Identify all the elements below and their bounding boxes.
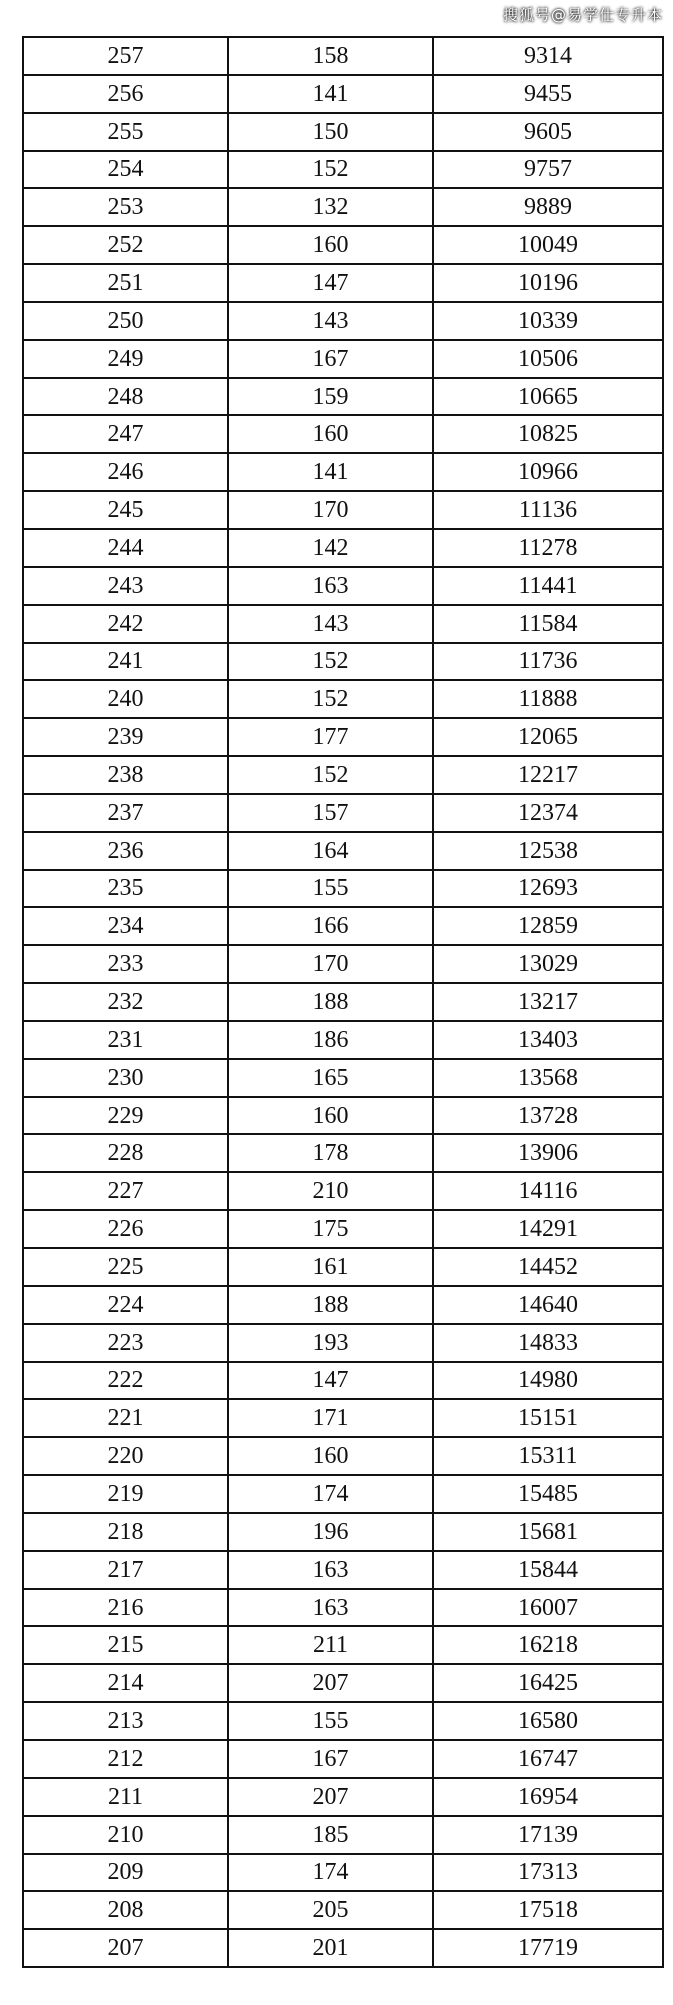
- table-row: [23, 1134, 663, 1172]
- cumulative-cell: 17313: [433, 1854, 663, 1892]
- count-cell: 186: [228, 1021, 433, 1059]
- table-row: [23, 226, 663, 264]
- count-cell: 188: [228, 1286, 433, 1324]
- cumulative-cell: 14291: [433, 1210, 663, 1248]
- cumulative-cell: 10825: [433, 415, 663, 453]
- count-cell: 171: [228, 1399, 433, 1437]
- score-cell: 238: [23, 756, 228, 794]
- table-row: [23, 1891, 663, 1929]
- score-cell: 225: [23, 1248, 228, 1286]
- count-cell: 141: [228, 75, 433, 113]
- count-cell: 185: [228, 1816, 433, 1854]
- cumulative-cell: 14640: [433, 1286, 663, 1324]
- count-cell: 147: [228, 1362, 433, 1400]
- table-row: [23, 151, 663, 189]
- score-cell: 226: [23, 1210, 228, 1248]
- score-cell: 209: [23, 1854, 228, 1892]
- score-cell: 215: [23, 1626, 228, 1664]
- cumulative-cell: 13568: [433, 1059, 663, 1097]
- count-cell: 170: [228, 945, 433, 983]
- table-row: [23, 37, 663, 75]
- count-cell: 132: [228, 188, 433, 226]
- table-row: [23, 983, 663, 1021]
- table-row: [23, 1513, 663, 1551]
- count-cell: 211: [228, 1626, 433, 1664]
- table-row: [23, 75, 663, 113]
- table-row: [23, 188, 663, 226]
- score-cell: 221: [23, 1399, 228, 1437]
- cumulative-cell: 13728: [433, 1097, 663, 1135]
- watermark-text: 搜狐号@易学仕专升本: [502, 6, 663, 24]
- score-cell: 229: [23, 1097, 228, 1135]
- count-cell: 196: [228, 1513, 433, 1551]
- score-cell: 220: [23, 1437, 228, 1475]
- score-cell: 252: [23, 226, 228, 264]
- score-cell: 214: [23, 1664, 228, 1702]
- score-cell: 213: [23, 1702, 228, 1740]
- cumulative-cell: 12065: [433, 718, 663, 756]
- cumulative-cell: 11441: [433, 567, 663, 605]
- table-row: [23, 1021, 663, 1059]
- cumulative-cell: 16580: [433, 1702, 663, 1740]
- table-row: [23, 1740, 663, 1778]
- count-cell: 166: [228, 907, 433, 945]
- score-cell: 254: [23, 151, 228, 189]
- table-row: [23, 1059, 663, 1097]
- table-row: [23, 1399, 663, 1437]
- count-cell: 143: [228, 302, 433, 340]
- cumulative-cell: 17518: [433, 1891, 663, 1929]
- score-cell: 232: [23, 983, 228, 1021]
- table-row: [23, 1854, 663, 1892]
- cumulative-cell: 10339: [433, 302, 663, 340]
- cumulative-cell: 12693: [433, 870, 663, 908]
- count-cell: 158: [228, 37, 433, 75]
- table-row: [23, 1929, 663, 1967]
- count-cell: 152: [228, 680, 433, 718]
- count-cell: 141: [228, 453, 433, 491]
- table-row: [23, 1778, 663, 1816]
- table-row: [23, 907, 663, 945]
- score-cell: 242: [23, 605, 228, 643]
- count-cell: 165: [228, 1059, 433, 1097]
- count-cell: 155: [228, 1702, 433, 1740]
- score-cell: 251: [23, 264, 228, 302]
- score-cell: 227: [23, 1172, 228, 1210]
- count-cell: 174: [228, 1854, 433, 1892]
- count-cell: 170: [228, 491, 433, 529]
- table-row: [23, 945, 663, 983]
- cumulative-cell: 9889: [433, 188, 663, 226]
- cumulative-cell: 12217: [433, 756, 663, 794]
- table-row: [23, 1172, 663, 1210]
- score-cell: 228: [23, 1134, 228, 1172]
- cumulative-cell: 15485: [433, 1475, 663, 1513]
- score-cell: 244: [23, 529, 228, 567]
- table-row: [23, 1362, 663, 1400]
- score-cell: 239: [23, 718, 228, 756]
- table-row: [23, 605, 663, 643]
- score-table: [22, 36, 664, 1968]
- score-cell: 250: [23, 302, 228, 340]
- cumulative-cell: 15681: [433, 1513, 663, 1551]
- count-cell: 210: [228, 1172, 433, 1210]
- cumulative-cell: 14452: [433, 1248, 663, 1286]
- table-row: [23, 302, 663, 340]
- count-cell: 163: [228, 1589, 433, 1627]
- cumulative-cell: 16747: [433, 1740, 663, 1778]
- score-cell: 230: [23, 1059, 228, 1097]
- table-row: [23, 870, 663, 908]
- table-row: [23, 1097, 663, 1135]
- score-cell: 216: [23, 1589, 228, 1627]
- count-cell: 147: [228, 264, 433, 302]
- score-cell: 246: [23, 453, 228, 491]
- table-row: [23, 340, 663, 378]
- count-cell: 152: [228, 756, 433, 794]
- table-row: [23, 378, 663, 416]
- cumulative-cell: 14833: [433, 1324, 663, 1362]
- score-cell: 207: [23, 1929, 228, 1967]
- cumulative-cell: 15844: [433, 1551, 663, 1589]
- score-cell: 237: [23, 794, 228, 832]
- cumulative-cell: 16425: [433, 1664, 663, 1702]
- count-cell: 160: [228, 415, 433, 453]
- table-row: [23, 415, 663, 453]
- count-cell: 205: [228, 1891, 433, 1929]
- cumulative-cell: 12374: [433, 794, 663, 832]
- table-row: [23, 1248, 663, 1286]
- table-row: [23, 113, 663, 151]
- count-cell: 143: [228, 605, 433, 643]
- count-cell: 160: [228, 1097, 433, 1135]
- cumulative-cell: 13029: [433, 945, 663, 983]
- cumulative-cell: 9757: [433, 151, 663, 189]
- count-cell: 163: [228, 567, 433, 605]
- score-cell: 235: [23, 870, 228, 908]
- score-cell: 249: [23, 340, 228, 378]
- cumulative-cell: 13403: [433, 1021, 663, 1059]
- score-cell: 231: [23, 1021, 228, 1059]
- cumulative-cell: 15151: [433, 1399, 663, 1437]
- cumulative-cell: 9314: [433, 37, 663, 75]
- score-cell: 245: [23, 491, 228, 529]
- count-cell: 174: [228, 1475, 433, 1513]
- table-row: [23, 680, 663, 718]
- count-cell: 152: [228, 643, 433, 681]
- score-cell: 248: [23, 378, 228, 416]
- count-cell: 207: [228, 1778, 433, 1816]
- count-cell: 193: [228, 1324, 433, 1362]
- cumulative-cell: 14980: [433, 1362, 663, 1400]
- count-cell: 167: [228, 1740, 433, 1778]
- count-cell: 178: [228, 1134, 433, 1172]
- cumulative-cell: 11736: [433, 643, 663, 681]
- table-row: [23, 567, 663, 605]
- count-cell: 155: [228, 870, 433, 908]
- score-cell: 233: [23, 945, 228, 983]
- count-cell: 142: [228, 529, 433, 567]
- score-cell: 217: [23, 1551, 228, 1589]
- score-cell: 253: [23, 188, 228, 226]
- cumulative-cell: 11888: [433, 680, 663, 718]
- count-cell: 161: [228, 1248, 433, 1286]
- cumulative-cell: 11136: [433, 491, 663, 529]
- table-row: [23, 718, 663, 756]
- table-row: [23, 264, 663, 302]
- table-row: [23, 1210, 663, 1248]
- table-row: [23, 491, 663, 529]
- table-row: [23, 643, 663, 681]
- score-cell: 240: [23, 680, 228, 718]
- cumulative-cell: 12859: [433, 907, 663, 945]
- cumulative-cell: 13906: [433, 1134, 663, 1172]
- score-cell: 219: [23, 1475, 228, 1513]
- cumulative-cell: 10506: [433, 340, 663, 378]
- cumulative-cell: 17719: [433, 1929, 663, 1967]
- count-cell: 163: [228, 1551, 433, 1589]
- cumulative-cell: 10049: [433, 226, 663, 264]
- score-cell: 243: [23, 567, 228, 605]
- score-cell: 255: [23, 113, 228, 151]
- score-cell: 224: [23, 1286, 228, 1324]
- score-table-body: [23, 37, 663, 1967]
- table-row: [23, 1475, 663, 1513]
- cumulative-cell: 17139: [433, 1816, 663, 1854]
- cumulative-cell: 12538: [433, 832, 663, 870]
- count-cell: 207: [228, 1664, 433, 1702]
- count-cell: 152: [228, 151, 433, 189]
- cumulative-cell: 9455: [433, 75, 663, 113]
- cumulative-cell: 16218: [433, 1626, 663, 1664]
- table-row: [23, 1626, 663, 1664]
- score-cell: 256: [23, 75, 228, 113]
- score-cell: 241: [23, 643, 228, 681]
- score-cell: 223: [23, 1324, 228, 1362]
- count-cell: 175: [228, 1210, 433, 1248]
- score-cell: 210: [23, 1816, 228, 1854]
- score-cell: 222: [23, 1362, 228, 1400]
- count-cell: 177: [228, 718, 433, 756]
- table-row: [23, 1664, 663, 1702]
- table-row: [23, 1816, 663, 1854]
- score-cell: 208: [23, 1891, 228, 1929]
- cumulative-cell: 13217: [433, 983, 663, 1021]
- count-cell: 150: [228, 113, 433, 151]
- table-row: [23, 1589, 663, 1627]
- score-cell: 236: [23, 832, 228, 870]
- cumulative-cell: 10966: [433, 453, 663, 491]
- cumulative-cell: 15311: [433, 1437, 663, 1475]
- cumulative-cell: 9605: [433, 113, 663, 151]
- table-row: [23, 832, 663, 870]
- score-cell: 212: [23, 1740, 228, 1778]
- table-row: [23, 756, 663, 794]
- count-cell: 167: [228, 340, 433, 378]
- score-cell: 211: [23, 1778, 228, 1816]
- count-cell: 188: [228, 983, 433, 1021]
- cumulative-cell: 11278: [433, 529, 663, 567]
- cumulative-cell: 16954: [433, 1778, 663, 1816]
- cumulative-cell: 10196: [433, 264, 663, 302]
- cumulative-cell: 16007: [433, 1589, 663, 1627]
- cumulative-cell: 10665: [433, 378, 663, 416]
- score-cell: 247: [23, 415, 228, 453]
- score-cell: 257: [23, 37, 228, 75]
- score-cell: 234: [23, 907, 228, 945]
- count-cell: 160: [228, 226, 433, 264]
- table-row: [23, 529, 663, 567]
- table-row: [23, 1551, 663, 1589]
- count-cell: 157: [228, 794, 433, 832]
- score-cell: 218: [23, 1513, 228, 1551]
- count-cell: 164: [228, 832, 433, 870]
- table-row: [23, 1286, 663, 1324]
- score-table-container: [22, 36, 662, 1968]
- table-row: [23, 1702, 663, 1740]
- table-row: [23, 1324, 663, 1362]
- cumulative-cell: 11584: [433, 605, 663, 643]
- table-row: [23, 1437, 663, 1475]
- count-cell: 160: [228, 1437, 433, 1475]
- count-cell: 159: [228, 378, 433, 416]
- count-cell: 201: [228, 1929, 433, 1967]
- table-row: [23, 453, 663, 491]
- cumulative-cell: 14116: [433, 1172, 663, 1210]
- table-row: [23, 794, 663, 832]
